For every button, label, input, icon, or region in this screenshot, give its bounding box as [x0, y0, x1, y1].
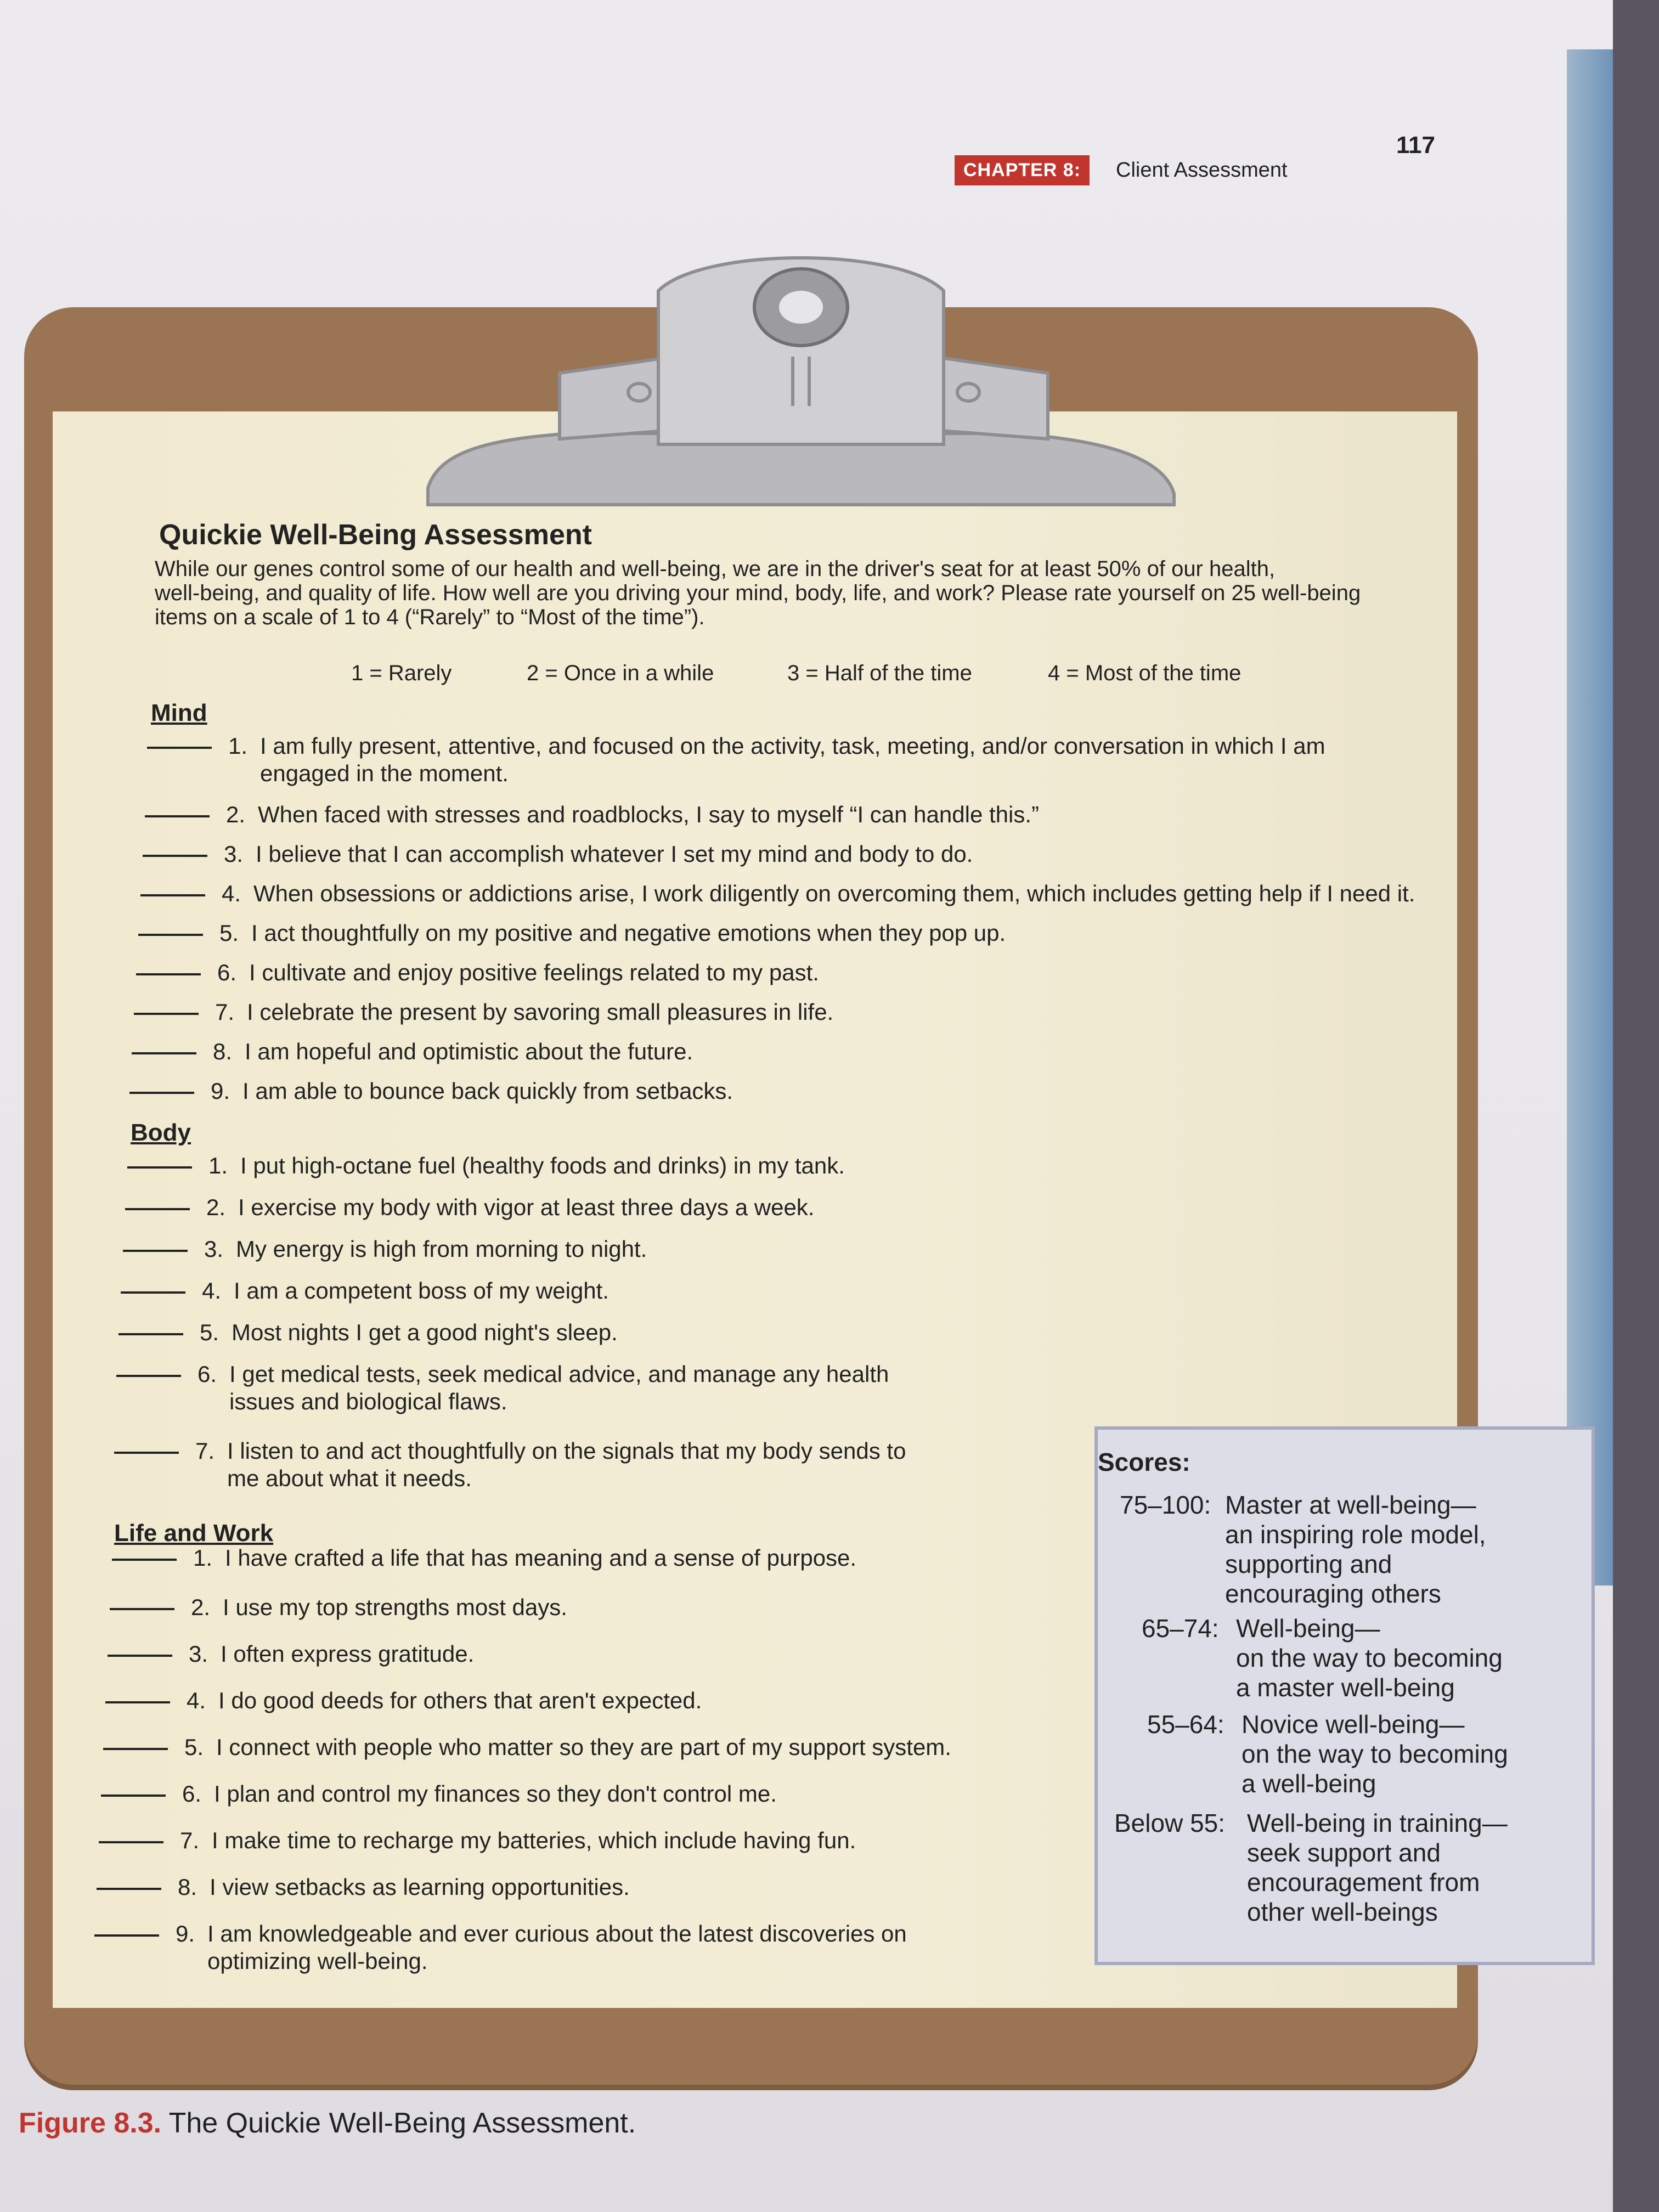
list-item: 1. I am fully present, attentive, and focused on the activity, task, meeting, and/or conversation in which I am engaged in the moment.	[147, 732, 1325, 787]
figure-caption	[19, 2107, 636, 2140]
rating-blank-field[interactable]	[116, 1375, 181, 1377]
scale-label: 3 = Half of the time	[787, 661, 972, 685]
intro-line: While our genes control some of our health and well-being, we are in the driver's seat for at least 50% of our health,	[155, 557, 1276, 581]
scores-box	[1094, 1426, 1595, 1965]
rating-blank-field[interactable]	[105, 1701, 170, 1703]
scale-label: 1 = Rarely	[351, 661, 452, 685]
rating-blank-field[interactable]	[110, 1608, 174, 1610]
rating-blank-field[interactable]	[143, 855, 207, 857]
list-item: 4. I do good deeds for others that aren't expected.	[105, 1687, 702, 1714]
rating-blank-field[interactable]	[112, 1559, 177, 1561]
rating-blank-field[interactable]	[119, 1333, 183, 1335]
rating-blank-field[interactable]	[127, 1166, 192, 1169]
list-item: 6. I plan and control my finances so they don't control me.	[101, 1780, 777, 1808]
score-description: Master at well-being— an inspiring role model, supporting and encouraging others	[1225, 1491, 1486, 1608]
list-item: 2. I exercise my body with vigor at least three days a week.	[125, 1194, 814, 1221]
rating-blank-field[interactable]	[147, 747, 212, 749]
list-item: 6. I cultivate and enjoy positive feelings related to my past.	[136, 959, 819, 986]
rating-blank-field[interactable]	[97, 1888, 161, 1890]
rating-blank-field[interactable]	[99, 1841, 163, 1843]
rating-blank-field[interactable]	[123, 1250, 188, 1252]
assessment-intro	[155, 557, 1460, 629]
assessment-title: Quickie Well-Being Assessment	[159, 519, 592, 551]
score-range: 55–64:	[1147, 1710, 1224, 1739]
rating-blank-field[interactable]	[108, 1655, 172, 1657]
list-item: 1. I have crafted a life that has meaning and a sense of purpose.	[112, 1544, 856, 1572]
list-item: 4. I am a competent boss of my weight.	[121, 1277, 609, 1305]
running-header	[955, 148, 1288, 192]
page-edge	[1567, 49, 1613, 1585]
intro-line: well-being, and quality of life. How well are you driving your mind, body, life, and work? Please rate yourself on 25 well-being	[155, 581, 1361, 605]
list-item: 3. I believe that I can accomplish whatever I set my mind and body to do.	[143, 840, 973, 868]
list-item: 5. I act thoughtfully on my positive and negative emotions when they pop up.	[138, 919, 1006, 947]
rating-blank-field[interactable]	[125, 1208, 190, 1210]
scale-label: 4 = Most of the time	[1048, 661, 1242, 685]
section-heading-life-and-work: Life and Work	[114, 1520, 274, 1547]
score-description: Novice well-being— on the way to becoming a well-being	[1242, 1710, 1508, 1798]
clipboard-clip-icon	[417, 247, 1185, 521]
score-range: 75–100:	[1120, 1491, 1211, 1519]
figure-caption-text: The Quickie Well-Being Assessment.	[168, 2107, 636, 2139]
rating-blank-field[interactable]	[103, 1748, 168, 1750]
list-item: 8. I view setbacks as learning opportunities.	[97, 1874, 630, 1901]
rating-blank-field[interactable]	[140, 894, 205, 896]
chapter-title: Client Assessment	[1116, 158, 1288, 182]
rating-blank-field[interactable]	[101, 1795, 166, 1797]
list-item: 1. I put high-octane fuel (healthy foods and drinks) in my tank.	[127, 1152, 845, 1180]
rating-blank-field[interactable]	[145, 815, 210, 817]
scores-title-text: Scores:	[1098, 1448, 1190, 1476]
list-item: 8. I am hopeful and optimistic about the future.	[132, 1038, 693, 1065]
section-heading-body: Body	[131, 1119, 191, 1146]
list-item: 9. I am knowledgeable and ever curious about the latest discoveries on optimizing well-being.	[94, 1920, 907, 1975]
section-heading-mind: Mind	[151, 699, 207, 726]
list-item: 9. I am able to bounce back quickly from setbacks.	[129, 1077, 733, 1105]
rating-blank-field[interactable]	[114, 1452, 179, 1454]
score-description: Well-being— on the way to becoming a master well-being	[1236, 1614, 1503, 1702]
list-item: 3. My energy is high from morning to night.	[123, 1235, 647, 1263]
list-item: 3. I often express gratitude.	[108, 1640, 474, 1668]
rating-blank-field[interactable]	[132, 1052, 196, 1054]
list-item: 5. Most nights I get a good night's sleep.	[119, 1319, 618, 1346]
list-item: 7. I celebrate the present by savoring small pleasures in life.	[134, 998, 833, 1026]
chapter-badge: CHAPTER 8:	[955, 155, 1090, 185]
rating-blank-field[interactable]	[134, 1013, 199, 1015]
list-item: 2. I use my top strengths most days.	[110, 1594, 567, 1621]
list-item: 6. I get medical tests, seek medical advice, and manage any health issues and biological flaws.	[116, 1361, 889, 1415]
rating-blank-field[interactable]	[138, 934, 203, 936]
score-range: 65–74:	[1142, 1614, 1219, 1643]
list-item: 7. I listen to and act thoughtfully on the signals that my body sends to me about what it needs.	[114, 1437, 906, 1492]
list-item: 7. I make time to recharge my batteries, which include having fun.	[99, 1827, 856, 1854]
list-item: 5. I connect with people who matter so they are part of my support system.	[103, 1734, 951, 1761]
rating-blank-field[interactable]	[136, 973, 201, 975]
list-item: 2. When faced with stresses and roadblocks, I say to myself “I can handle this.”	[145, 801, 1039, 828]
intro-line: items on a scale of 1 to 4 (“Rarely” to “Most of the time”).	[155, 605, 705, 629]
page-number: 117	[1396, 132, 1435, 159]
score-range: Below 55:	[1114, 1809, 1226, 1837]
rating-blank-field[interactable]	[121, 1291, 185, 1294]
rating-blank-field[interactable]	[129, 1092, 194, 1094]
score-description: Well-being in training— seek support and encouragement from other well-beings	[1247, 1809, 1508, 1926]
rating-blank-field[interactable]	[94, 1934, 159, 1937]
scale-label: 2 = Once in a while	[527, 661, 714, 685]
list-item: 4. When obsessions or addictions arise, I work diligently on overcoming them, which includes getting help if I need it.	[140, 880, 1415, 907]
figure-label: Figure 8.3.	[19, 2107, 162, 2139]
